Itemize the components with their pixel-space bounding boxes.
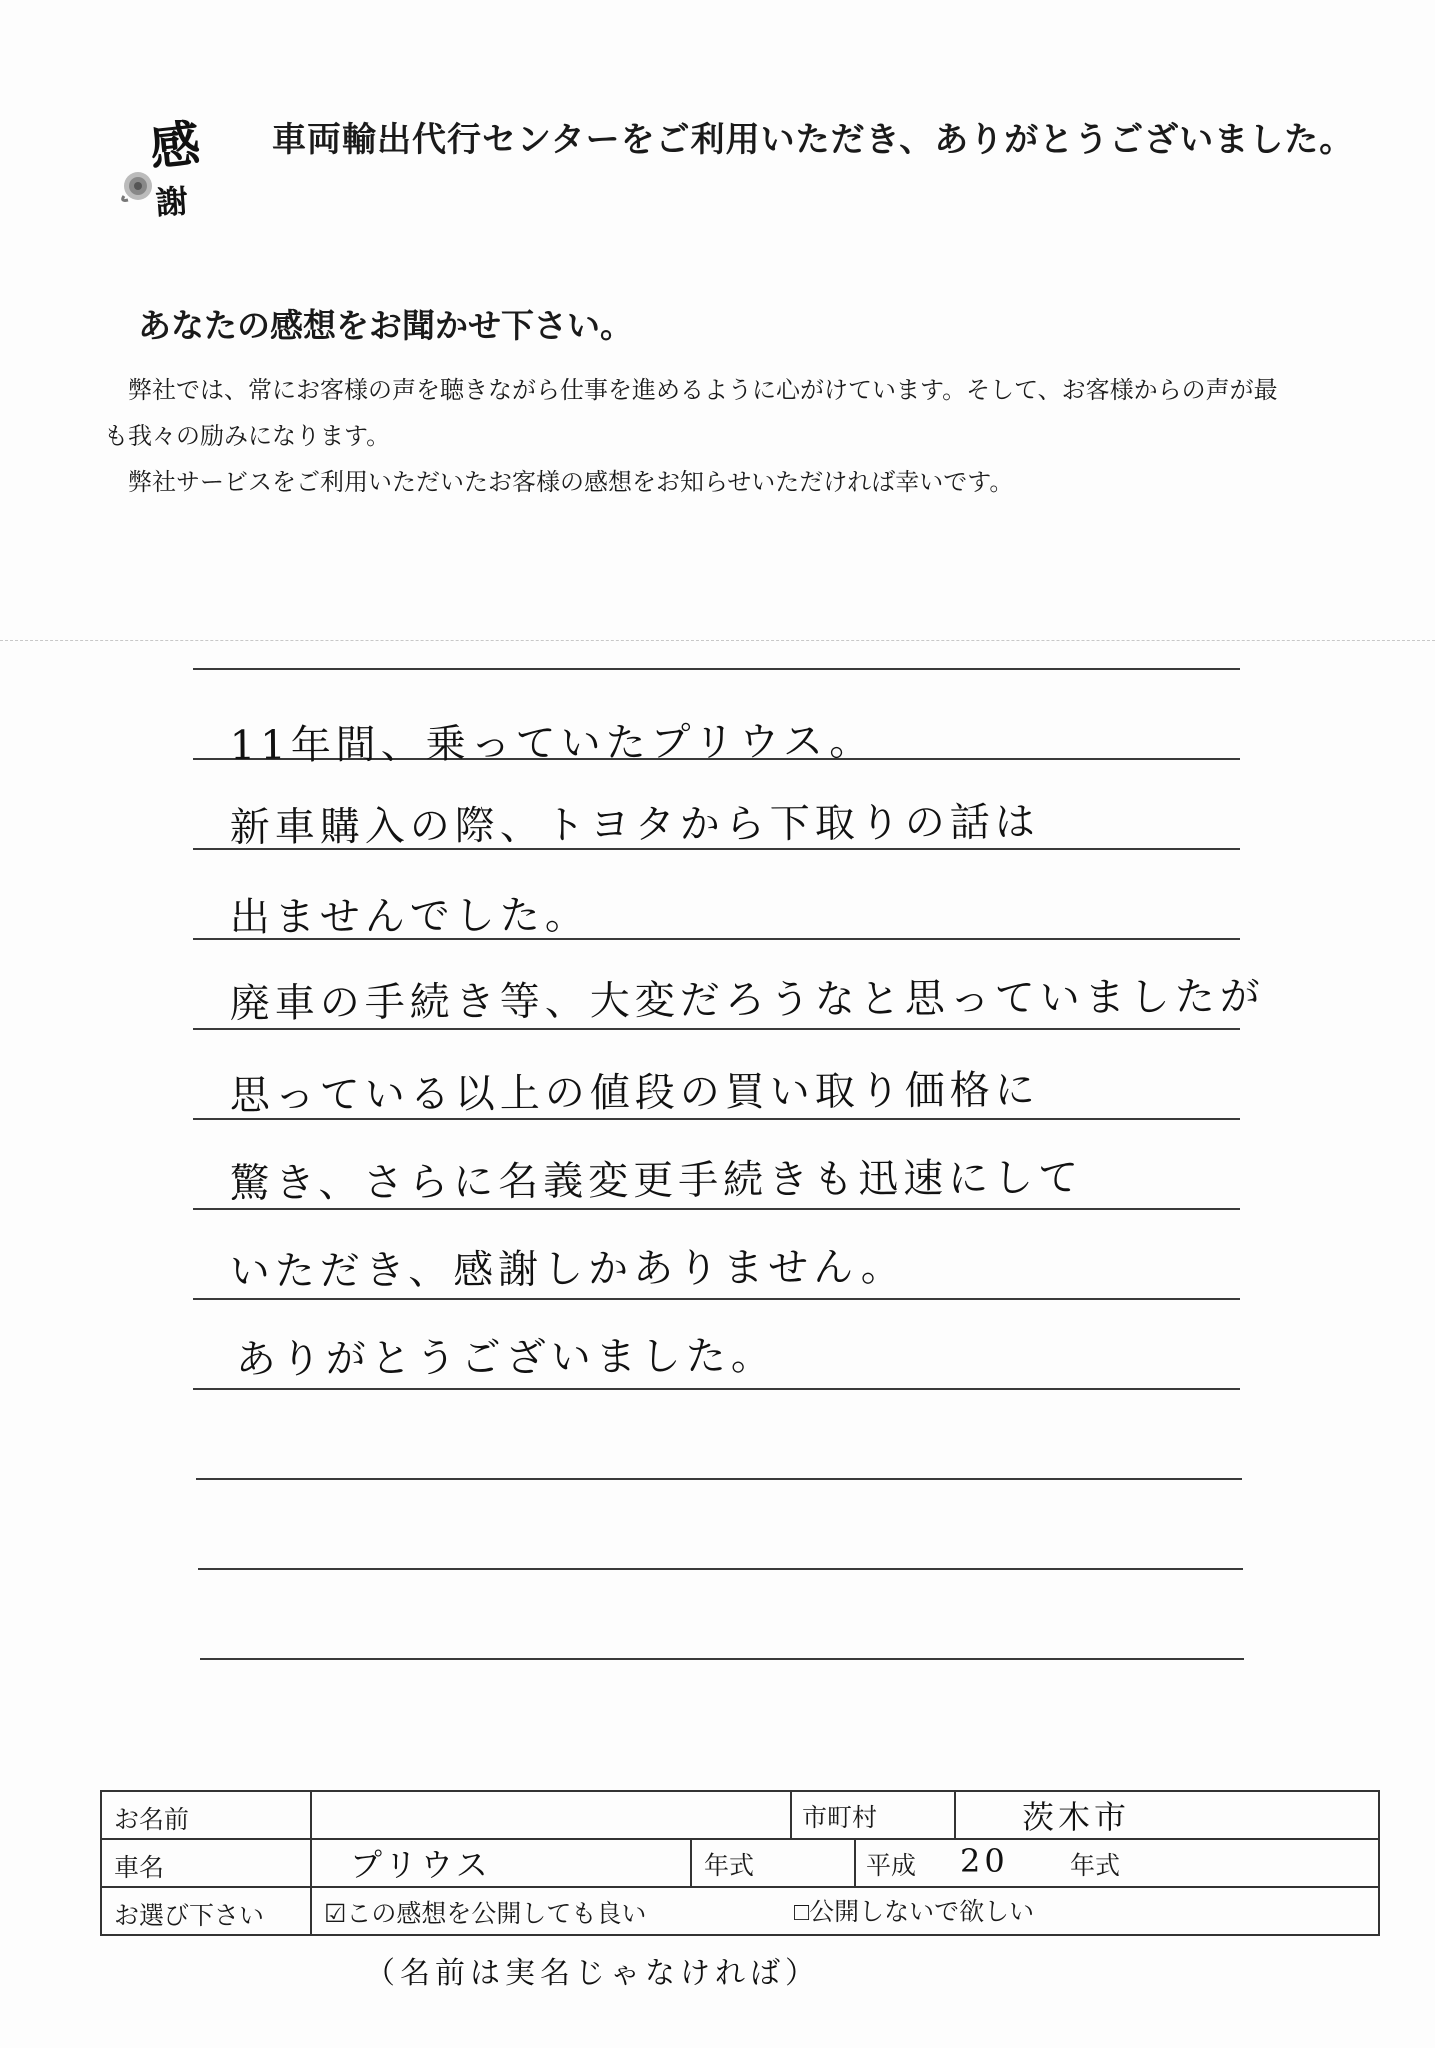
year-field: 20 xyxy=(960,1842,1009,1880)
form-col-divider xyxy=(854,1838,856,1886)
option-publish-checkbox[interactable]: ☑この感想を公開しても良い xyxy=(324,1901,647,1928)
year-suffix-label: 年式 xyxy=(1070,1853,1121,1880)
writing-rule xyxy=(193,1298,1240,1300)
writing-rule xyxy=(200,1658,1244,1660)
intro-line: 弊社サービスをご利用いただいたお客様の感想をお知らせいただければ幸いです。 xyxy=(128,469,1014,496)
name-label: お名前 xyxy=(114,1807,190,1834)
handwritten-line: 思っている以上の値段の買い取り価格に xyxy=(229,1067,1040,1119)
year-label: 年式 xyxy=(704,1853,755,1880)
handwritten-line: 11年間、乗っていたプリウス。 xyxy=(229,718,875,770)
form-col-divider xyxy=(310,1792,312,1934)
writing-rule xyxy=(193,1028,1240,1030)
form-row-divider xyxy=(102,1838,1378,1840)
intro-line: も我々の励みになります。 xyxy=(104,423,391,450)
thank-you-heading: 車両輸出代行センターをご利用いただき、ありがとうございました。 xyxy=(272,121,1355,159)
choose-label: お選び下さい xyxy=(114,1903,265,1930)
writing-rule xyxy=(193,1388,1240,1390)
customer-info-form xyxy=(100,1790,1380,1936)
handwritten-note: （名前は実名じゃなければ） xyxy=(365,1956,820,1991)
form-col-divider xyxy=(954,1792,956,1838)
handwritten-line: 出ませんでした。 xyxy=(229,892,590,942)
car-field: プリウス xyxy=(350,1846,492,1884)
writing-rule xyxy=(193,1208,1240,1210)
feedback-subheading: あなたの感想をお聞かせ下さい。 xyxy=(138,307,633,344)
fold-line xyxy=(0,640,1435,641)
handwritten-line: 新車購入の際、トヨタから下取りの話は xyxy=(229,799,1040,852)
handwritten-line: ありがとうございました。 xyxy=(235,1333,776,1383)
handwritten-line: いただき、感謝しかありません。 xyxy=(229,1244,906,1295)
handwritten-line: 驚き、さらに名義変更手続きも迅速にして xyxy=(229,1155,1084,1207)
intro-paragraph xyxy=(104,368,1374,506)
era-label: 平成 xyxy=(866,1853,917,1880)
car-label: 車名 xyxy=(114,1855,165,1882)
logo-text-top: 感 xyxy=(147,113,203,178)
handwritten-line: 廃車の手続き等、大変だろうなと思っていましたが xyxy=(229,973,1265,1027)
writing-rule xyxy=(196,1478,1242,1480)
city-field: 茨木市 xyxy=(1022,1798,1131,1836)
form-col-divider xyxy=(690,1838,692,1886)
writing-rule xyxy=(198,1568,1243,1570)
intro-line: 弊社では、常にお客様の声を聴きながら仕事を進めるように心がけています。そして、お客様からの声が最 xyxy=(128,377,1278,404)
form-row-divider xyxy=(102,1886,1378,1888)
writing-rule xyxy=(193,668,1240,670)
form-col-divider xyxy=(790,1792,792,1838)
kansha-logo xyxy=(118,113,228,238)
option-private-checkbox[interactable]: □公開しないで欲しい xyxy=(794,1899,1035,1926)
logo-text-bottom: 謝 xyxy=(154,181,190,223)
city-label: 市町村 xyxy=(802,1805,878,1832)
